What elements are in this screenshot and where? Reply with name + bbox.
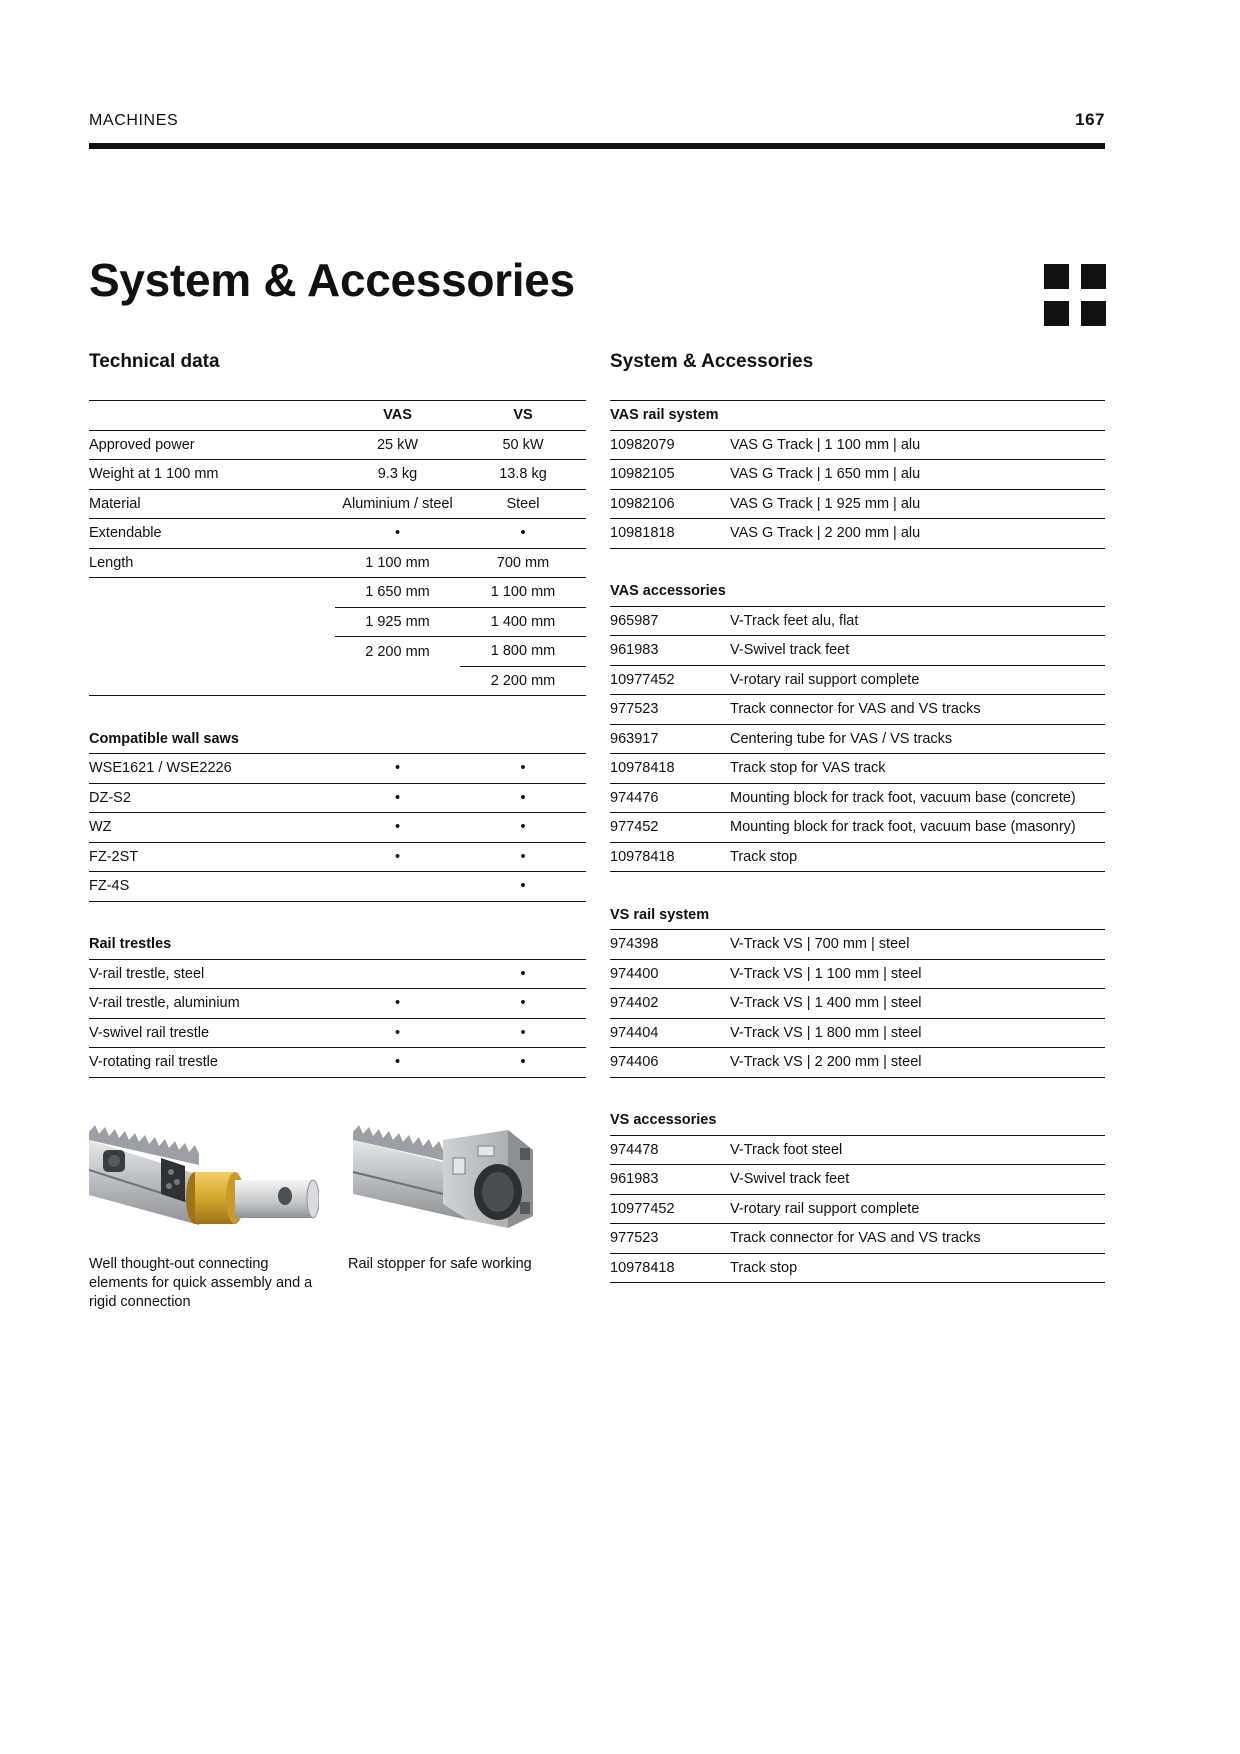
table-group-heading: VS accessories bbox=[610, 1106, 1105, 1135]
spec-value: 700 mm bbox=[496, 554, 550, 571]
spec-label: Length bbox=[89, 554, 134, 571]
table-header-cell bbox=[89, 401, 335, 431]
table-row bbox=[89, 430, 586, 460]
table-row: FZ-2ST • • bbox=[89, 842, 586, 872]
table-row: 974398 V-Track VS | 700 mm | steel bbox=[610, 930, 1105, 960]
figure-connector bbox=[89, 1120, 319, 1312]
section-name: MACHINES bbox=[89, 112, 179, 129]
table-row: 10981818 VAS G Track | 2 200 mm | alu bbox=[610, 519, 1105, 549]
rail-connector-image bbox=[89, 1120, 319, 1238]
spec-value: 1 400 mm bbox=[460, 607, 586, 637]
spec-value: 1 800 mm bbox=[460, 637, 586, 667]
spec-value: 25 kW bbox=[376, 436, 419, 453]
technical-data-table bbox=[89, 400, 586, 1078]
rail-stopper-image bbox=[348, 1120, 578, 1238]
table-row: 10982079 VAS G Track | 1 100 mm | alu bbox=[610, 430, 1105, 460]
table-group-heading: VAS rail system bbox=[610, 401, 1105, 431]
table-row: 963917 Centering tube for VAS / VS tracks bbox=[610, 724, 1105, 754]
spec-value: 50 kW bbox=[502, 436, 544, 453]
table-row: 10982105 VAS G Track | 1 650 mm | alu bbox=[610, 460, 1105, 490]
spec-label: Extendable bbox=[89, 525, 162, 542]
table-row bbox=[89, 607, 586, 637]
table-row: WSE1621 / WSE2226 • • bbox=[89, 754, 586, 784]
table-row: 974478 V-Track foot steel bbox=[610, 1135, 1105, 1165]
table-row: 965987 V-Track feet alu, flat bbox=[610, 606, 1105, 636]
spec-value: 1 650 mm bbox=[335, 578, 460, 608]
spec-value: • bbox=[520, 525, 526, 542]
table-row bbox=[89, 637, 586, 667]
spec-value: 1 100 mm bbox=[365, 554, 430, 571]
table-row: DZ-S2 • • bbox=[89, 783, 586, 813]
table-row: V-swivel rail trestle • • bbox=[89, 1018, 586, 1048]
page-header bbox=[89, 112, 1105, 136]
figure-caption: Well thought-out connecting elements for quick assembly and a rigid connection bbox=[89, 1256, 313, 1310]
spec-label: Material bbox=[89, 495, 141, 512]
table-row bbox=[89, 666, 586, 696]
table-row bbox=[89, 460, 586, 490]
table-row: 974406 V-Track VS | 2 200 mm | steel bbox=[610, 1048, 1105, 1078]
technical-data-table-wrap bbox=[89, 400, 586, 1078]
table-row bbox=[89, 489, 586, 519]
page-number: 167 bbox=[1075, 110, 1105, 129]
spec-label: Weight at 1 100 mm bbox=[89, 466, 219, 483]
table-row: 974402 V-Track VS | 1 400 mm | steel bbox=[610, 989, 1105, 1019]
spec-label: Approved power bbox=[89, 436, 195, 453]
spec-value: 1 100 mm bbox=[460, 578, 586, 608]
table-row: 10982106 VAS G Track | 1 925 mm | alu bbox=[610, 489, 1105, 519]
spec-value: • bbox=[394, 525, 401, 542]
table-row: 10977452 V-rotary rail support complete bbox=[610, 1194, 1105, 1224]
table-header-cell: VAS bbox=[383, 407, 412, 424]
accessories-table bbox=[610, 400, 1105, 1283]
table-group-heading: VAS accessories bbox=[610, 577, 1105, 606]
table-row: 961983 V-Swivel track feet bbox=[610, 636, 1105, 666]
spec-value: 1 925 mm bbox=[335, 607, 460, 637]
table-row bbox=[89, 548, 586, 578]
table-group-heading: VS rail system bbox=[610, 901, 1105, 930]
table-row: 10978418 Track stop bbox=[610, 842, 1105, 872]
table-row: 10978418 Track stop bbox=[610, 1253, 1105, 1283]
table-row: 961983 V-Swivel track feet bbox=[610, 1165, 1105, 1195]
accessories-table-wrap bbox=[610, 400, 1105, 1283]
table-row: 974404 V-Track VS | 1 800 mm | steel bbox=[610, 1018, 1105, 1048]
spec-value bbox=[335, 666, 460, 696]
table-header-row bbox=[89, 401, 586, 431]
spec-value: 2 200 mm bbox=[490, 672, 556, 689]
spec-value: 2 200 mm bbox=[365, 643, 430, 660]
page-title: System & Accessories bbox=[89, 254, 575, 306]
table-row: 977523 Track connector for VAS and VS tracks bbox=[610, 695, 1105, 725]
table-row: V-rail trestle, steel • bbox=[89, 959, 586, 989]
table-group-heading: Compatible wall saws bbox=[89, 725, 586, 754]
table-row: WZ • • bbox=[89, 813, 586, 843]
table-row: 977452 Mounting block for track foot, vacuum base (masonry) bbox=[610, 813, 1105, 843]
spec-value: Aluminium / steel bbox=[342, 495, 453, 512]
table-row: V-rail trestle, aluminium • • bbox=[89, 989, 586, 1019]
spec-value: 9.3 kg bbox=[377, 466, 418, 483]
table-row: 10977452 V-rotary rail support complete bbox=[610, 665, 1105, 695]
figure-caption: Rail stopper for safe working bbox=[348, 1256, 532, 1272]
spec-value: 13.8 kg bbox=[499, 466, 547, 483]
table-header-cell: VS bbox=[513, 407, 533, 424]
grid-icon bbox=[1044, 264, 1106, 326]
table-row: 974400 V-Track VS | 1 100 mm | steel bbox=[610, 959, 1105, 989]
figure-stopper bbox=[348, 1120, 578, 1274]
table-row bbox=[89, 519, 586, 549]
table-row: FZ-4S • bbox=[89, 872, 586, 902]
technical-data-heading: Technical data bbox=[89, 351, 220, 372]
table-group-heading: Rail trestles bbox=[89, 930, 586, 959]
table-row: V-rotating rail trestle • • bbox=[89, 1048, 586, 1078]
header-rule bbox=[89, 143, 1105, 149]
table-row: 977523 Track connector for VAS and VS tracks bbox=[610, 1224, 1105, 1254]
table-row: 974476 Mounting block for track foot, vacuum base (concrete) bbox=[610, 783, 1105, 813]
system-accessories-heading: System & Accessories bbox=[610, 351, 814, 372]
table-row: 10978418 Track stop for VAS track bbox=[610, 754, 1105, 784]
spec-value: Steel bbox=[506, 495, 540, 512]
table-row bbox=[89, 578, 586, 608]
